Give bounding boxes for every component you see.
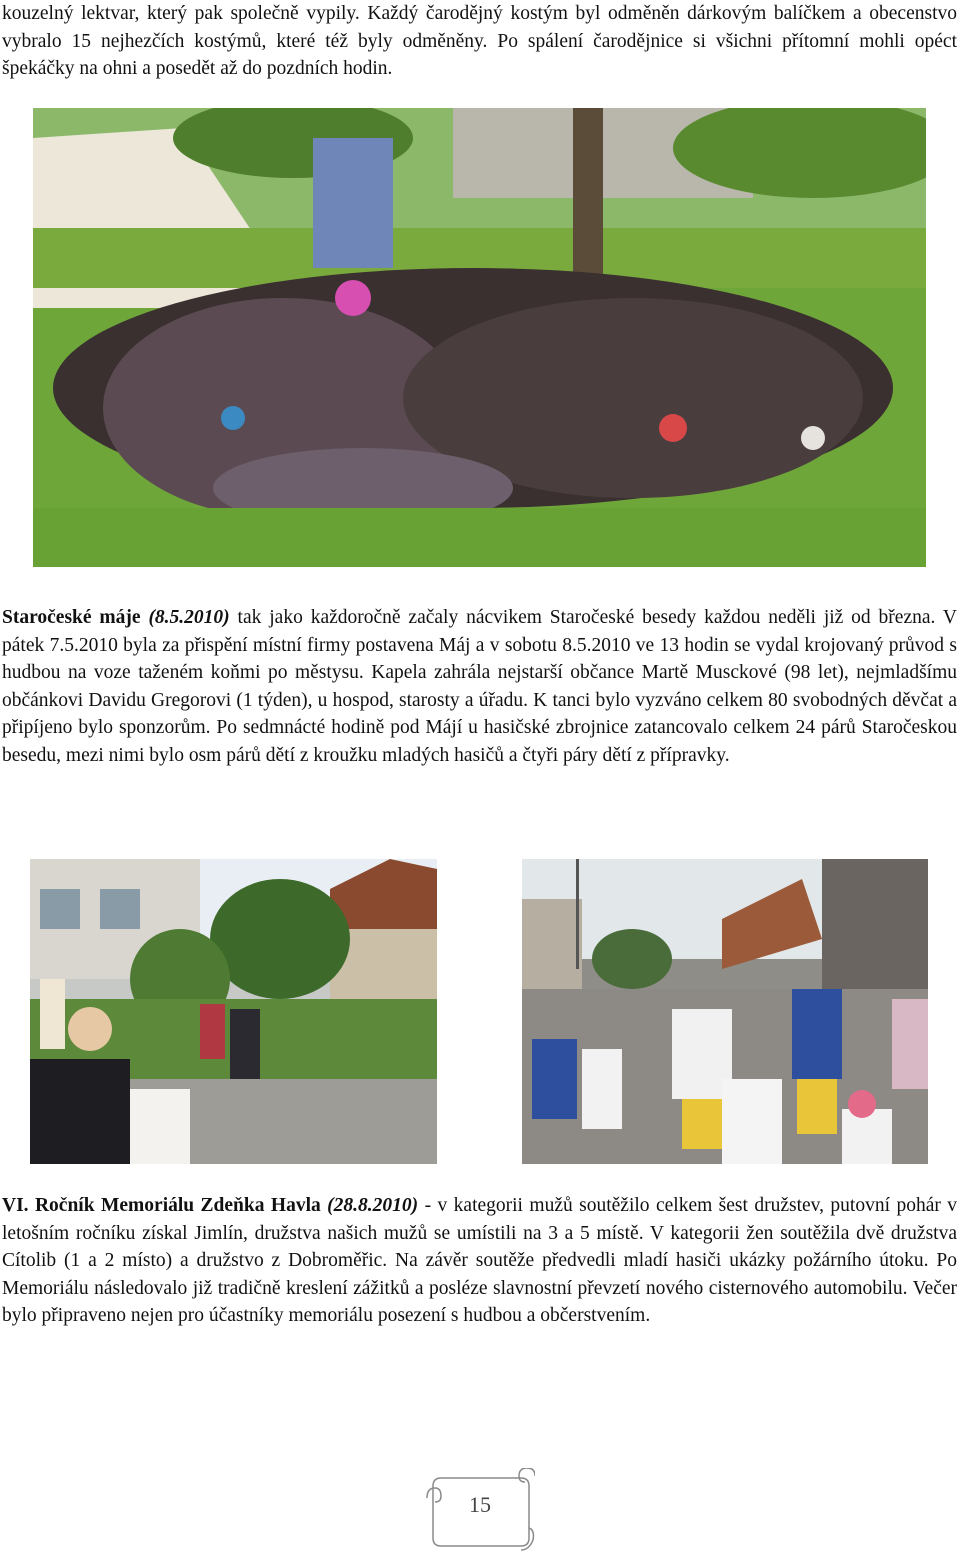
photo-procession-street (522, 859, 928, 1164)
memorial-title: VI. Ročník Memoriálu Zdeňka Havla (2, 1195, 321, 1216)
intro-paragraph (2, 0, 957, 83)
memorial-text: - v kategorii mužů soutěžilo celkem šest družstev, putovní pohár v letošním ročníku získal Jimlín, družstva našich mužů se umístili na 3 a 5 místě. V kategorii žen soutěžila dvě družstva Cítolib (1 a 2 místo) a družstvo z Dobroměřic. Na závěr soutěže předvedli mladí hasiči ukázky požárního útoku. Po Memoriálu následovalo již tradičně kreslení zážitků a posléze slavnostní převzetí nového cisternového automobilu. Večer bylo připraveno nejen pro účastníky memoriálu posezení s hudbou a občerstvením. (2, 1195, 958, 1326)
page-number-scroll (425, 1468, 535, 1552)
photo-witches-group (33, 108, 926, 567)
maje-text: tak jako každoročně začaly nácvikem Staročeské besedy každou neděli již od března. V pátek 7.5.2010 byla za přispění místní firmy postavena Máj a v sobotu 8.5.2010 ve 13 hodin se vydal krojovaný průvod s hudbou na voze taženém koňmi po městysu. Kapela zahrála nejstarší občance Martě Musckové (98 let), nejmladšímu občánkovi Davidu Gregorovi (1 týden), u hospod, starosty a úřadu. K tanci bylo vyzváno celkem 80 svobodných děvčat a připíjeno bylo sponzorům. Po sedmnácté hodině pod Májí u hasičské zbrojnice zatancovalo celkem 24 párů Staročeskou besedu, mezi nimi bylo osm párů dětí z kroužku mladých hasičů a čtyři páry dětí z přípravky. (2, 607, 957, 766)
intro-text: kouzelný lektvar, který pak společně vypily. Každý čarodějný kostým byl odměněn dárkovým balíčkem a obecenstvo vybralo 15 nejhezčích kostýmů, které též byly odměněny. Po spálení čarodějnice si všichni přítomní mohli opéct špekáčky na ohni a posedět až do pozdních hodin. (2, 3, 957, 79)
memorial-paragraph (2, 1192, 957, 1330)
photo-procession-houses (30, 859, 437, 1164)
memorial-date: (28.8.2010) (327, 1195, 419, 1216)
page-number: 15 (469, 1492, 491, 1517)
maje-title: Staročeské máje (2, 607, 141, 628)
maje-date: (8.5.2010) (148, 607, 230, 628)
maje-paragraph (2, 604, 957, 769)
